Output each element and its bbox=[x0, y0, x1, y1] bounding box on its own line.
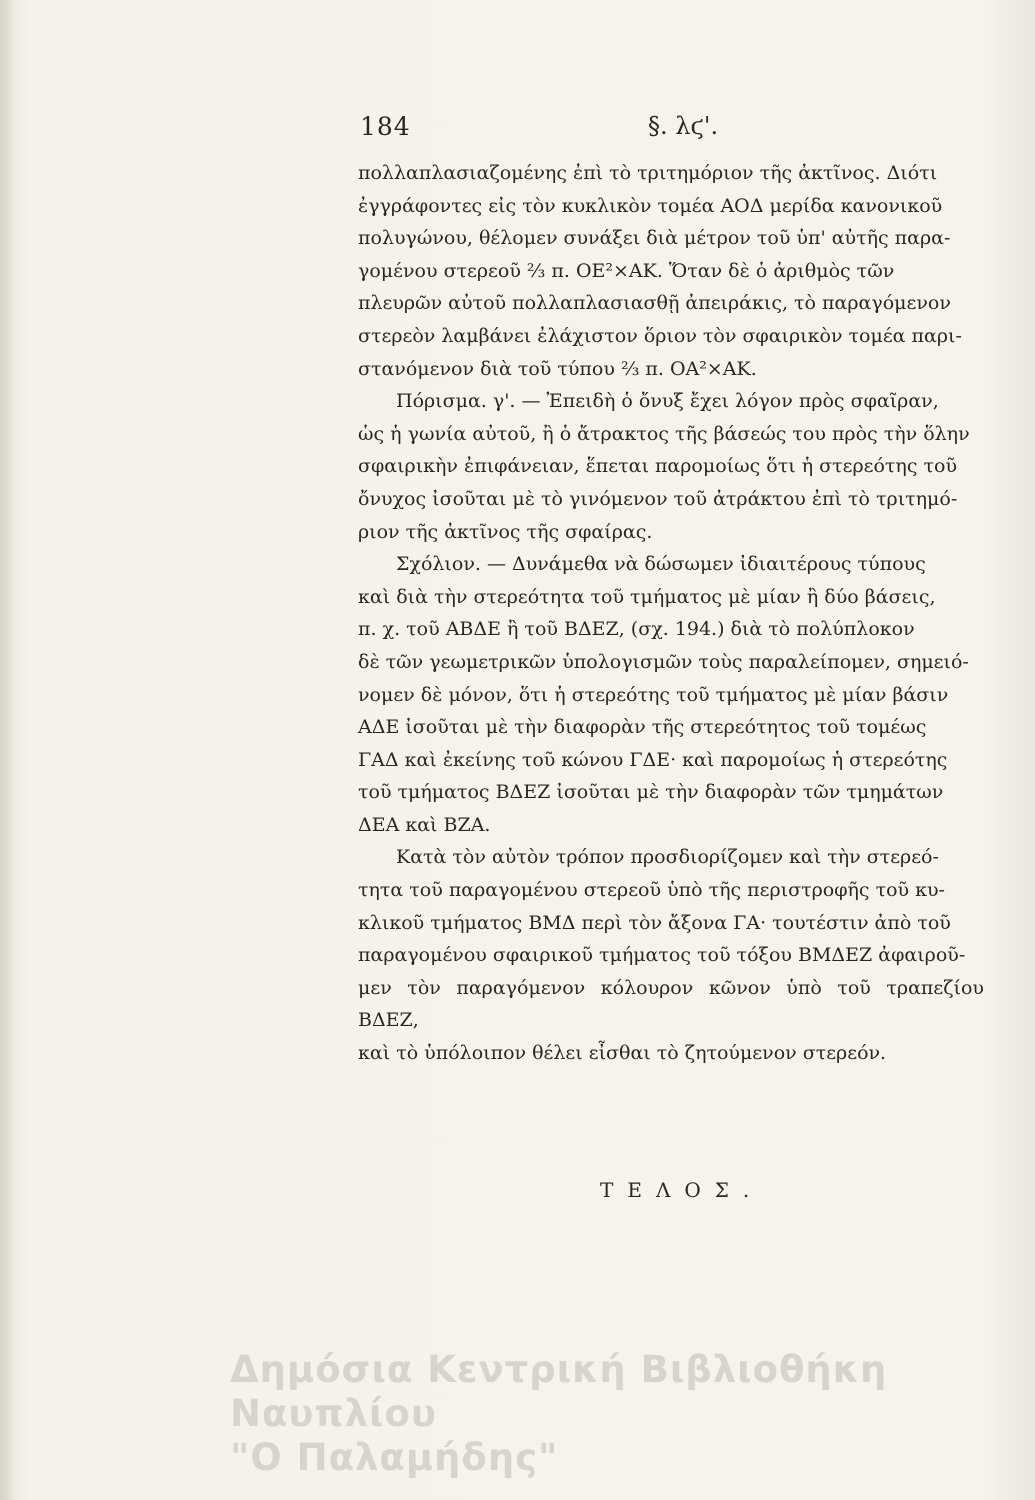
text-line: ριον τῆς ἀκτῖνος τῆς σφαίρας. bbox=[358, 520, 653, 543]
text-line: τοῦ τμήματος ΒΔΕΖ ἰσοῦται μὲ τὴν διαφορὰν τῶν τμημάτων bbox=[358, 781, 944, 804]
text-line: πολλαπλασιαζομένης ἐπὶ τὸ τριτημόριον τῆς ἀκτῖνος. Διότι bbox=[358, 162, 938, 184]
text-line: νομεν δὲ μόνον, ὅτι ἡ στερεότης τοῦ τμήματος μὲ μίαν βάσιν bbox=[358, 683, 949, 706]
text-line: τητα τοῦ παραγομένου στερεοῦ ὑπὸ τῆς περιστροφῆς τοῦ κυ- bbox=[358, 879, 945, 902]
text-line: π. χ. τοῦ ΑΒΔΕ ἢ τοῦ ΒΔΕΖ, (σχ. 194.) διὰ τὸ πολύπλοκον bbox=[358, 618, 915, 641]
paragraph-corollary bbox=[358, 385, 984, 548]
page-header bbox=[360, 112, 780, 148]
text-line: κλικοῦ τμήματος ΒΜΔ περὶ τὸν ἄξονα ΓΑ· τουτέστιν ἀπὸ τοῦ bbox=[358, 911, 951, 934]
watermark-line: Δημόσια Κεντρική Βιβλιοθήκη Ναυπλίου bbox=[230, 1348, 888, 1435]
page-edge-shadow bbox=[0, 0, 14, 1500]
watermark-line: "Ο Παλαμήδης" bbox=[230, 1436, 559, 1479]
text-line: στερεὸν λαμβάνει ἐλάχιστον ὅριον τὸν σφαιρικὸν τομέα παρι- bbox=[358, 324, 962, 347]
text-line: ΑΔΕ ἰσοῦται μὲ τὴν διαφορὰν τῆς στερεότητος τοῦ τομέως bbox=[358, 716, 927, 739]
paragraph-proof-continuation bbox=[358, 157, 984, 385]
text-line: Σχόλιον. — Δυνάμεθα νὰ δώσωμεν ἰδιαιτέρους τύπους bbox=[396, 553, 926, 576]
paragraph-method bbox=[358, 841, 984, 1069]
paragraph-scholium bbox=[358, 548, 984, 841]
text-line: γομένου στερεοῦ ⅔ π. ΟΕ²×ΑΚ. Ὅταν δὲ ὁ ἀριθμὸς τῶν bbox=[358, 259, 895, 282]
section-running-head: §. λϛ'. bbox=[648, 112, 719, 140]
text-line: μεν τὸν παραγόμενον κόλουρον κῶνον ὑπὸ τοῦ τραπεζίου ΒΔΕΖ, bbox=[358, 976, 984, 1032]
text-line: πολυγώνου, θέλομεν συνάξει διὰ μέτρον τοῦ ὑπ' αὐτῆς παρα- bbox=[358, 227, 951, 250]
text-line: ΓΑΔ καὶ ἐκείνης τοῦ κώνου ΓΔΕ· καὶ παρομοίως ἡ στερεότης bbox=[358, 748, 948, 771]
text-line: ὡς ἡ γωνία αὐτοῦ, ἢ ὁ ἄτρακτος τῆς βάσεώς του πρὸς τὴν ὅλην bbox=[358, 422, 970, 445]
page-number: 184 bbox=[360, 112, 411, 141]
text-line: Κατὰ τὸν αὐτὸν τρόπον προσδιορίζομεν καὶ τὴν στερεό- bbox=[396, 846, 939, 869]
text-line: πλευρῶν αὐτοῦ πολλαπλασιασθῇ ἀπειράκις, τὸ παραγόμενον bbox=[358, 292, 951, 315]
text-line: Πόρισμα. γ'. — Ἐπειδὴ ὁ ὄνυξ ἔχει λόγον πρὸς σφαῖραν, bbox=[396, 390, 939, 413]
text-line: ἐγγράφοντες εἰς τὸν κυκλικὸν τομέα ΑΟΔ μερίδα κανονικοῦ bbox=[358, 194, 943, 217]
library-watermark bbox=[230, 1348, 1010, 1480]
text-line: στανόμενον διὰ τοῦ τύπου ⅔ π. ΟΑ²×ΑΚ. bbox=[358, 357, 757, 380]
text-line: καὶ τὸ ὑπόλοιπον θέλει εἶσθαι τὸ ζητούμενον στερεόν. bbox=[358, 1042, 887, 1065]
text-line: παραγομένου σφαιρικοῦ τμήματος τοῦ τόξου ΒΜΔΕΖ ἀφαιροῦ- bbox=[358, 944, 966, 967]
text-line: ΔΕΑ καὶ ΒΖΑ. bbox=[358, 813, 491, 836]
text-line: καὶ διὰ τὴν στερεότητα τοῦ τμήματος μὲ μίαν ἢ δύο βάσεις, bbox=[358, 585, 936, 608]
text-line: δὲ τῶν γεωμετρικῶν ὑπολογισμῶν τοὺς παραλείπομεν, σημειό- bbox=[358, 650, 969, 673]
end-mark: ΤΕΛΟΣ. bbox=[600, 1178, 764, 1202]
text-line: σφαιρικὴν ἐπιφάνειαν, ἕπεται παρομοίως ὅτι ἡ στερεότης τοῦ bbox=[358, 455, 958, 478]
body-text bbox=[358, 157, 984, 1070]
text-line: ὄνυχος ἰσοῦται μὲ τὸ γινόμενον τοῦ ἀτράκτου ἐπὶ τὸ τριτημό- bbox=[358, 487, 958, 510]
